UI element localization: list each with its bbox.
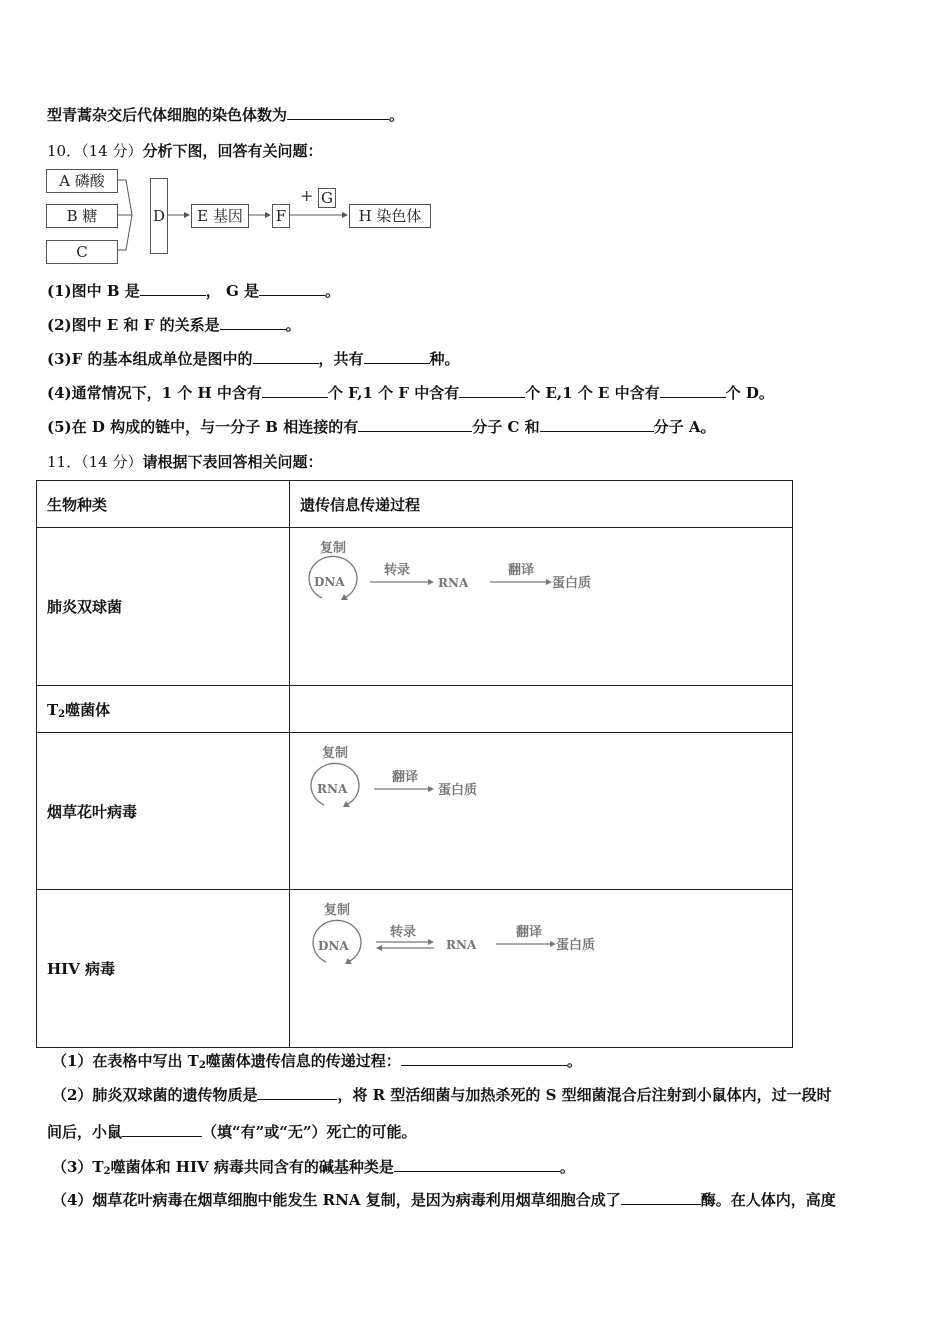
blank (287, 107, 389, 120)
box-c: C (46, 240, 118, 264)
box-b-sugar: B 糖 (46, 204, 118, 228)
q10-s5-text: (5)在 D 构成的链中，与一分子 B 相连接的有 (47, 418, 359, 436)
flow-diagram-dna (290, 528, 792, 685)
blank (540, 419, 654, 432)
translate-label: 翻译 (508, 563, 535, 578)
process-cell-pneumococcus (290, 528, 793, 686)
genetic-info-table (36, 480, 793, 1048)
hiv-reverse-transcribe-flow (300, 898, 630, 978)
header-process: 遗传信息传递过程 (290, 481, 793, 528)
transcribe-label: 转录 (390, 925, 417, 940)
organism-hiv: HIV 病毒 (37, 890, 290, 1048)
q11-sub2-cont (47, 1121, 417, 1142)
table-row (37, 686, 793, 733)
t2-rest: 噬菌体 (65, 700, 111, 719)
q11-prompt: 请根据下表回答相关问题： (142, 453, 323, 471)
q10-prompt: 分析下图，回答有关问题： (142, 142, 323, 160)
box-a-phosphate: A 磷酸 (46, 169, 118, 193)
blank (253, 351, 319, 364)
q11-number: 11． (47, 453, 82, 471)
q11-s1-text: （1）在表格中写出 T (52, 1052, 199, 1070)
table-row (37, 890, 793, 1048)
dna-transcribe-translate-flow (300, 536, 630, 616)
q10-s1-text: (1)图中 B 是 (47, 282, 140, 300)
q10-sub2 (47, 314, 301, 335)
q10-s2-text: (2)图中 E 和 F 的关系是 (47, 316, 220, 334)
protein-label: 蛋白质 (438, 783, 478, 798)
process-cell-t2-answer[interactable] (290, 686, 793, 733)
period: 。 (325, 282, 341, 300)
q10-s4-text3: 个 E,1 个 E 中含有 (525, 384, 660, 402)
period: 。 (559, 1158, 575, 1176)
box-g: G (318, 188, 336, 208)
q10-score: （14 分） (81, 142, 143, 160)
process-cell-tmv (290, 733, 793, 890)
rna-replicate-translate-flow (300, 741, 530, 821)
replicate-label: 复制 (324, 903, 351, 918)
q11-s2-text: （2）肺炎双球菌的遗传物质是 (52, 1086, 258, 1104)
arrowhead (428, 579, 434, 585)
blank (140, 283, 206, 296)
blank (364, 351, 430, 364)
q10-s3-text3: 种。 (429, 350, 460, 368)
table-row (37, 733, 793, 890)
t2-letter: T (47, 700, 59, 719)
q10-s3-text2: ，共有 (318, 350, 364, 368)
period: 。 (389, 106, 405, 124)
blank (358, 419, 472, 432)
q10-s5-text2: 分子 C 和 (472, 418, 540, 436)
q10-s1-text2: ， G 是 (205, 282, 260, 300)
replicate-label: 复制 (322, 746, 349, 761)
subscript: 2 (198, 1060, 206, 1071)
rna-label: RNA (446, 938, 477, 952)
q11-sub4 (52, 1189, 836, 1210)
intro-line (47, 104, 404, 125)
blank (262, 385, 328, 398)
blank (621, 1192, 701, 1205)
dna-label: DNA (314, 575, 345, 589)
q10-sub3 (47, 348, 460, 369)
period: 。 (285, 316, 301, 334)
translate-label: 翻译 (516, 925, 543, 940)
q11-s1-text2: 噬菌体遗传信息的传递过程： (205, 1052, 401, 1070)
q11-s2-text2: ，将 R 型活细菌与加热杀死的 S 型细菌混合后注射到小鼠体内，过一段时 (337, 1086, 832, 1104)
q11-heading (47, 451, 322, 472)
table-header-row (37, 481, 793, 528)
header-organism: 生物种类 (37, 481, 290, 528)
box-e-gene: E 基因 (191, 204, 249, 228)
rna-label: RNA (438, 576, 469, 590)
period: 。 (566, 1052, 582, 1070)
t2-subscript: 2 (58, 708, 66, 720)
q10-sub4 (47, 382, 774, 403)
translate-label: 翻译 (392, 770, 419, 785)
q11-s2-text3: 间后，小鼠 (47, 1123, 123, 1141)
flow-diagram-hiv (290, 890, 792, 1047)
blank (257, 1087, 337, 1100)
replicate-label: 复制 (320, 541, 347, 556)
transcribe-label: 转录 (384, 563, 411, 578)
blank (259, 283, 325, 296)
arrowhead (428, 786, 434, 792)
q10-heading (47, 140, 322, 161)
flow-diagram-rna (290, 733, 792, 889)
rna-label: RNA (317, 782, 348, 796)
arrowhead (376, 945, 382, 951)
blank (660, 385, 726, 398)
q10-sub1 (47, 280, 340, 301)
q11-sub2 (52, 1084, 832, 1105)
q10-s5-text3: 分子 A。 (653, 418, 716, 436)
dna-label: DNA (318, 939, 349, 953)
plus-sign: + (300, 186, 314, 205)
box-h-chromosome: H 染色体 (349, 204, 431, 228)
q10-s4-text: (4)通常情况下，1 个 H 中含有 (47, 384, 262, 402)
blank (220, 317, 286, 330)
box-d: D (150, 178, 168, 254)
q10-s4-text4: 个 D。 (725, 384, 774, 402)
blank (394, 1159, 560, 1172)
arrowhead (428, 939, 434, 945)
q11-sub1 (52, 1050, 582, 1071)
q10-diagram (46, 166, 446, 266)
protein-label: 蛋白质 (556, 938, 596, 953)
q11-s2-text4: （填“有”或“无”）死亡的可能。 (202, 1123, 417, 1141)
subscript: 2 (103, 1166, 111, 1177)
intro-text: 型青蒿杂交后代体细胞的染色体数为 (47, 106, 288, 124)
blank (401, 1053, 567, 1066)
process-cell-hiv (290, 890, 793, 1048)
organism-tmv: 烟草花叶病毒 (37, 733, 290, 890)
organism-t2-phage (37, 686, 290, 733)
q10-sub5 (47, 416, 715, 437)
q10-s4-text2: 个 F,1 个 F 中含有 (327, 384, 460, 402)
table-row (37, 528, 793, 686)
blank (122, 1124, 202, 1137)
q11-s3-text2: 噬菌体和 HIV 病毒共同含有的碱基种类是 (110, 1158, 394, 1176)
organism-pneumococcus: 肺炎双球菌 (37, 528, 290, 686)
q10-s3-text: (3)F 的基本组成单位是图中的 (47, 350, 253, 368)
protein-label: 蛋白质 (552, 576, 592, 591)
q11-s4-text: （4）烟草花叶病毒在烟草细胞中能发生 RNA 复制，是因为病毒利用烟草细胞合成了 (52, 1191, 621, 1209)
q11-s3-text: （3）T (52, 1158, 104, 1176)
blank (459, 385, 525, 398)
q11-score: （14 分） (81, 453, 143, 471)
q11-s4-text2: 酶。在人体内，高度 (700, 1191, 836, 1209)
q11-sub3 (52, 1156, 575, 1177)
q10-number: 10． (47, 142, 82, 160)
box-f: F (272, 204, 290, 228)
